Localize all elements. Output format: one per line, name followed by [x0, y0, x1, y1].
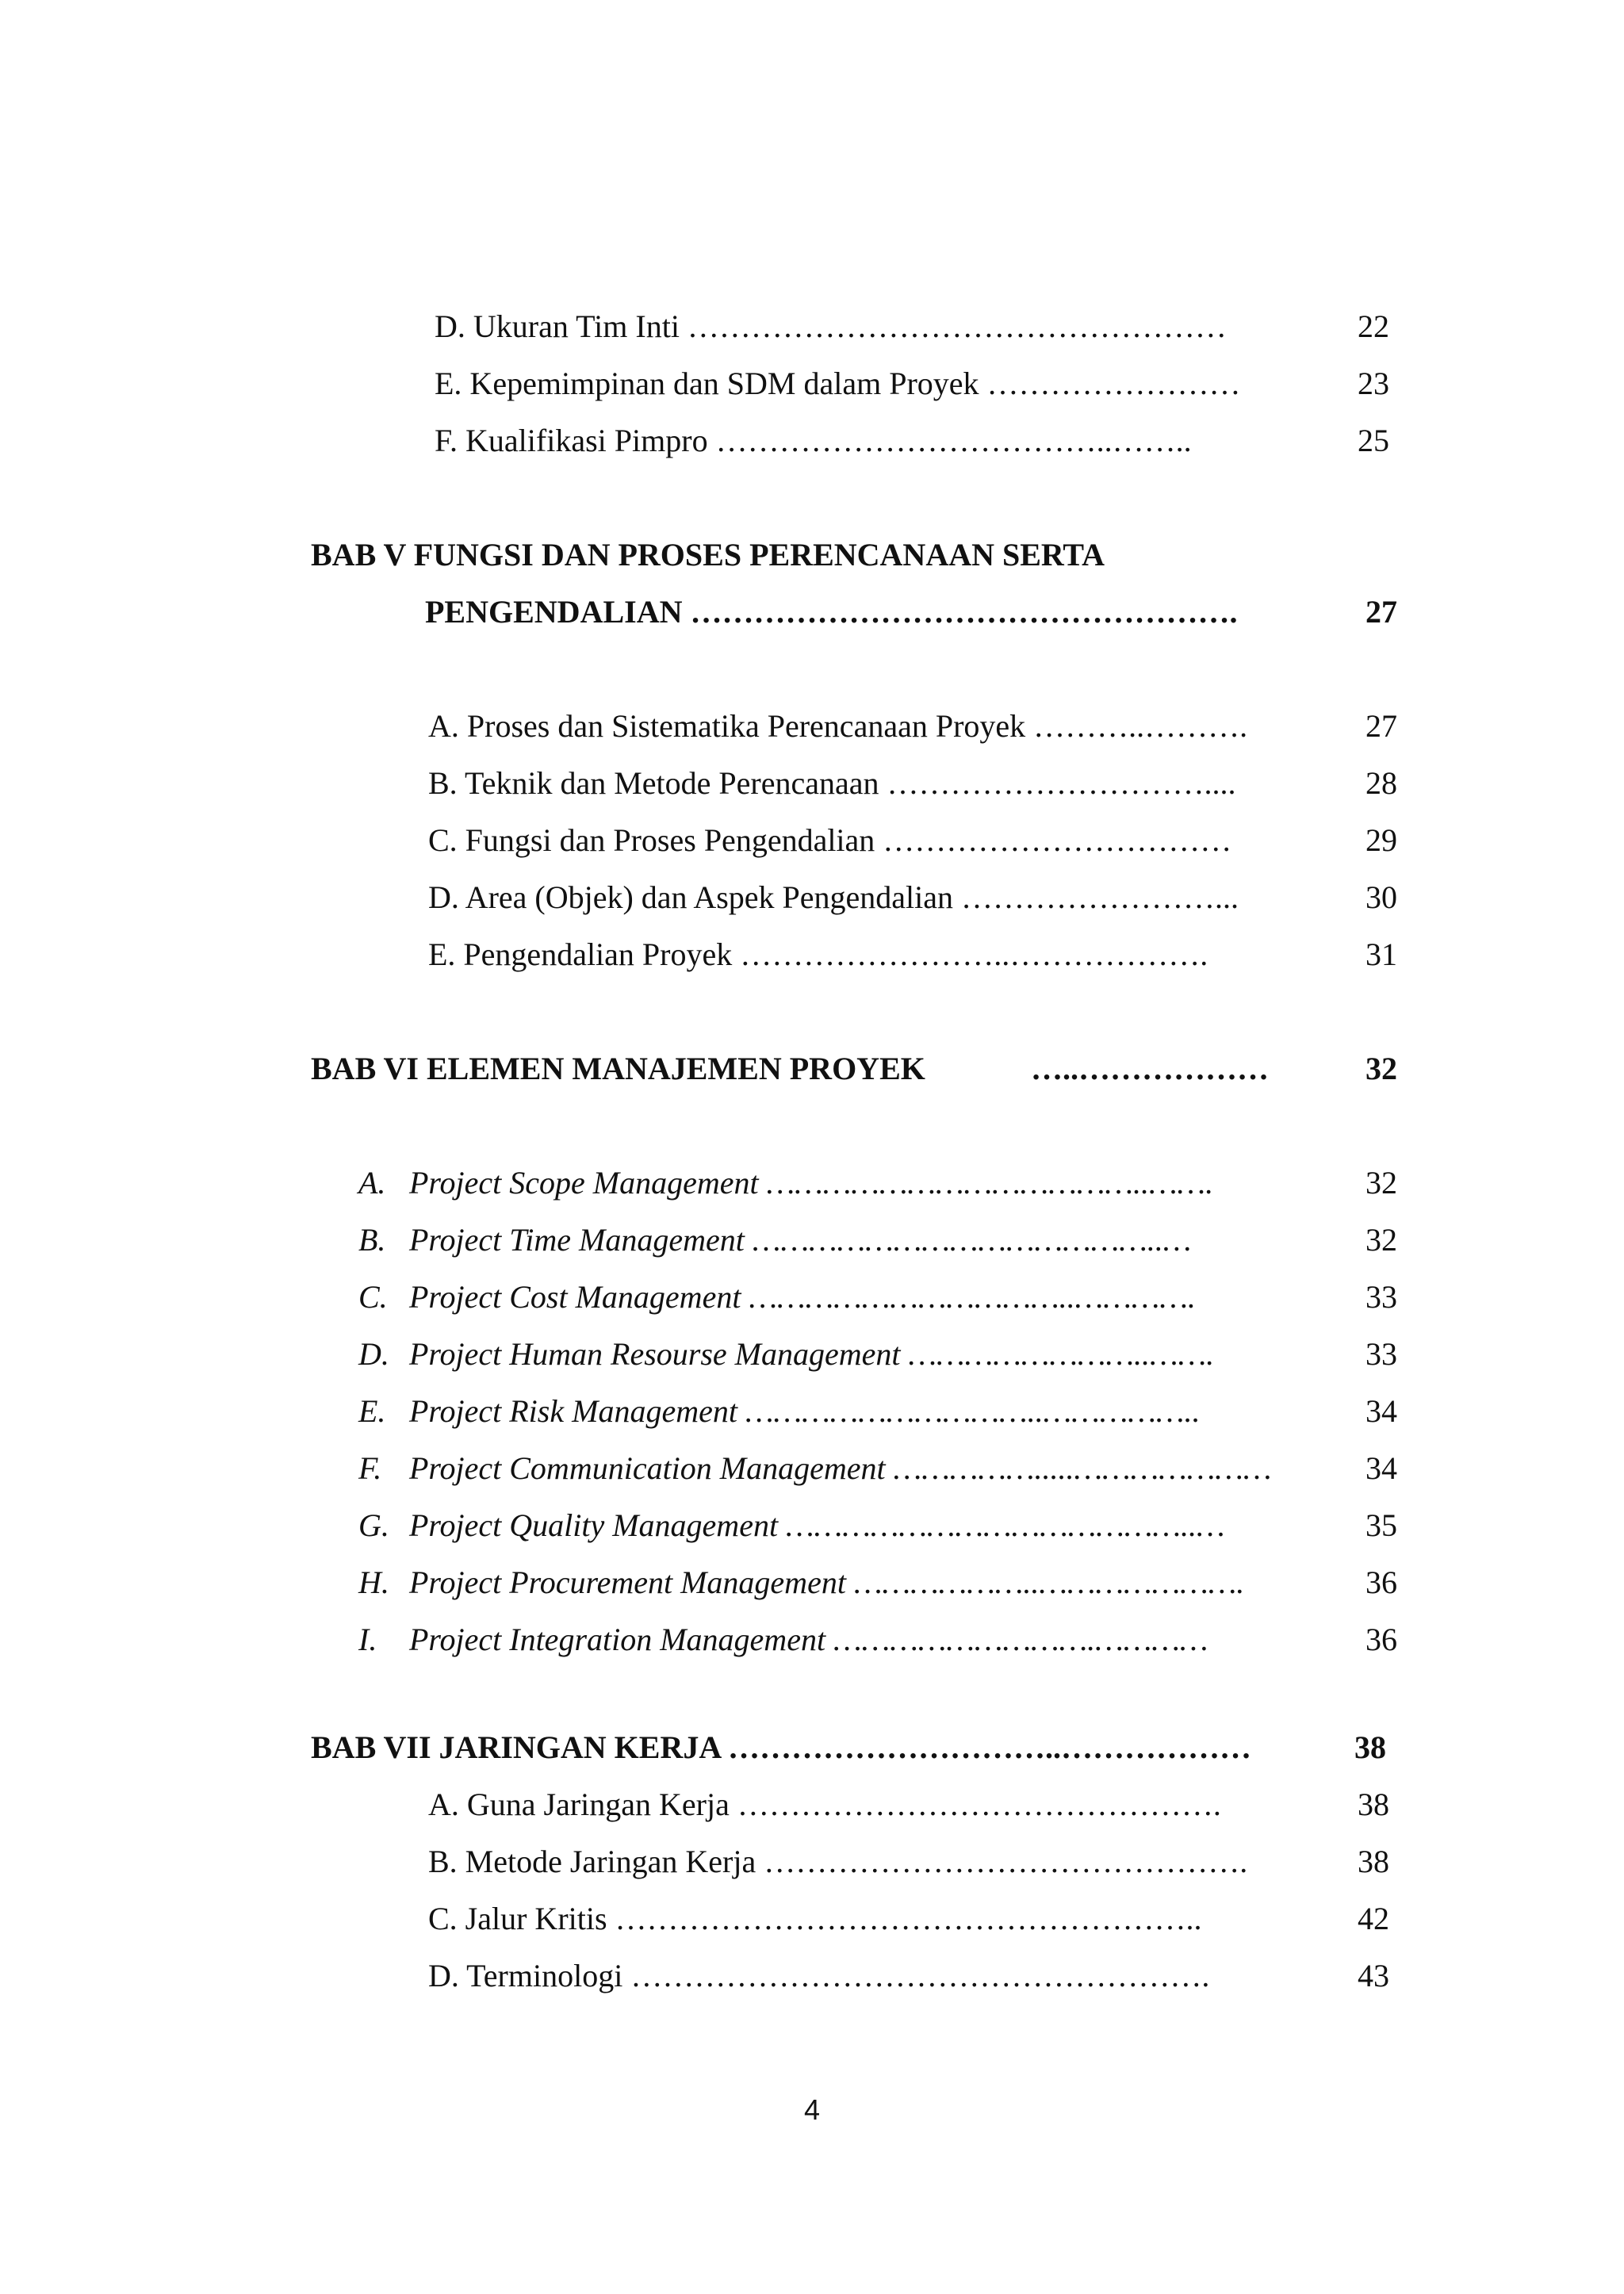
toc-entry-page: 30 [1365, 879, 1397, 915]
toc-entry-page: 42 [1358, 1901, 1389, 1936]
toc-entry-text: Project Risk Management …………………………..…………….. [409, 1393, 1201, 1429]
toc-entry-page: 23 [1358, 366, 1389, 401]
toc-entry-page: 34 [1365, 1393, 1397, 1429]
toc-entry-text: A. Proses dan Sistematika Perencanaan Proyek ………..………. [428, 708, 1248, 744]
toc-entry-text: Project Time Management ……………………………………..… [409, 1222, 1192, 1258]
toc-entry-text: B. Metode Jaringan Kerja ………………………………………. [428, 1844, 1248, 1879]
toc-entry-text: Project Communication Management …………….....………………… [409, 1450, 1272, 1486]
toc-entry-text: Project Human Resourse Management ……………………..……. [409, 1336, 1215, 1372]
toc-entry-page: 29 [1365, 822, 1397, 858]
toc-entry-page: 38 [1358, 1787, 1389, 1822]
chapter-leader-dots: …..……………… [1031, 1051, 1269, 1086]
toc-entry-page: 33 [1365, 1336, 1397, 1372]
toc-entry-text: D. Ukuran Tim Inti …………………………………………… [435, 308, 1227, 344]
chapter-page: 27 [1365, 594, 1397, 630]
toc-entry-text: B. Teknik dan Metode Perencanaan ………………………….... [428, 765, 1236, 801]
toc-entry-letter: B. [358, 1222, 386, 1258]
toc-entry-page: 28 [1365, 765, 1397, 801]
toc-entry-page: 27 [1365, 708, 1397, 744]
toc-entry-page: 34 [1365, 1450, 1397, 1486]
toc-entry-text: Project Cost Management ……………………………..…………. [409, 1279, 1196, 1315]
toc-entry-text: F. Kualifikasi Pimpro ………………………………..…….. [435, 423, 1192, 458]
toc-entry-page: 33 [1365, 1279, 1397, 1315]
toc-entry-page: 25 [1358, 423, 1389, 458]
toc-entry-letter: I. [358, 1622, 377, 1657]
toc-entry-text: Project Integration Management ……………………….………… [409, 1622, 1208, 1657]
toc-entry-letter: A. [358, 1165, 386, 1201]
chapter-page: 32 [1365, 1051, 1397, 1086]
toc-entry-text: E. Pengendalian Proyek ……………………..………………. [428, 936, 1208, 972]
toc-entry-text: Project Procurement Management ………………..…………………. [409, 1564, 1245, 1600]
toc-entry-page: 35 [1365, 1507, 1397, 1543]
chapter-heading: BAB VI ELEMEN MANAJEMEN PROYEK [311, 1051, 925, 1086]
toc-entry-text: Project Quality Management ……………………………………..… [409, 1507, 1225, 1543]
toc-entry-letter: D. [358, 1336, 389, 1372]
toc-entry-page: 36 [1365, 1622, 1397, 1657]
toc-entry-page: 32 [1365, 1165, 1397, 1201]
toc-entry-page: 36 [1365, 1564, 1397, 1600]
toc-entry-letter: G. [358, 1507, 389, 1543]
toc-entry-text: E. Kepemimpinan dan SDM dalam Proyek …………………… [435, 366, 1241, 401]
toc-entry-letter: F. [358, 1450, 382, 1486]
chapter-heading: BAB V FUNGSI DAN PROSES PERENCANAAN SERTA [311, 537, 1105, 573]
chapter-heading-continued: PENGENDALIAN ……………………………………………. [425, 594, 1238, 630]
toc-entry-page: 22 [1358, 308, 1389, 344]
toc-entry-text: C. Fungsi dan Proses Pengendalian …………………………… [428, 822, 1232, 858]
toc-entry-page: 32 [1365, 1222, 1397, 1258]
page-number: 4 [803, 2093, 821, 2126]
toc-entry-page: 31 [1365, 936, 1397, 972]
toc-entry-letter: E. [358, 1393, 386, 1429]
chapter-heading: BAB VII JARINGAN KERJA …………………………..……………… [311, 1729, 1252, 1765]
toc-entry-text: C. Jalur Kritis ……………………………………………….. [428, 1901, 1202, 1936]
toc-entry-text: D. Area (Objek) dan Aspek Pengendalian ……………………... [428, 879, 1239, 915]
toc-entry-text: D. Terminologi ………………………………………………. [428, 1958, 1210, 1993]
toc-entry-page: 43 [1358, 1958, 1389, 1993]
toc-entry-page: 38 [1358, 1844, 1389, 1879]
toc-entry-text: Project Scope Management …………………………………..……. [409, 1165, 1214, 1201]
toc-entry-letter: H. [358, 1564, 389, 1600]
toc-entry-letter: C. [358, 1279, 388, 1315]
chapter-page: 38 [1354, 1729, 1386, 1765]
toc-entry-text: A. Guna Jaringan Kerja ………………………………………. [428, 1787, 1221, 1822]
